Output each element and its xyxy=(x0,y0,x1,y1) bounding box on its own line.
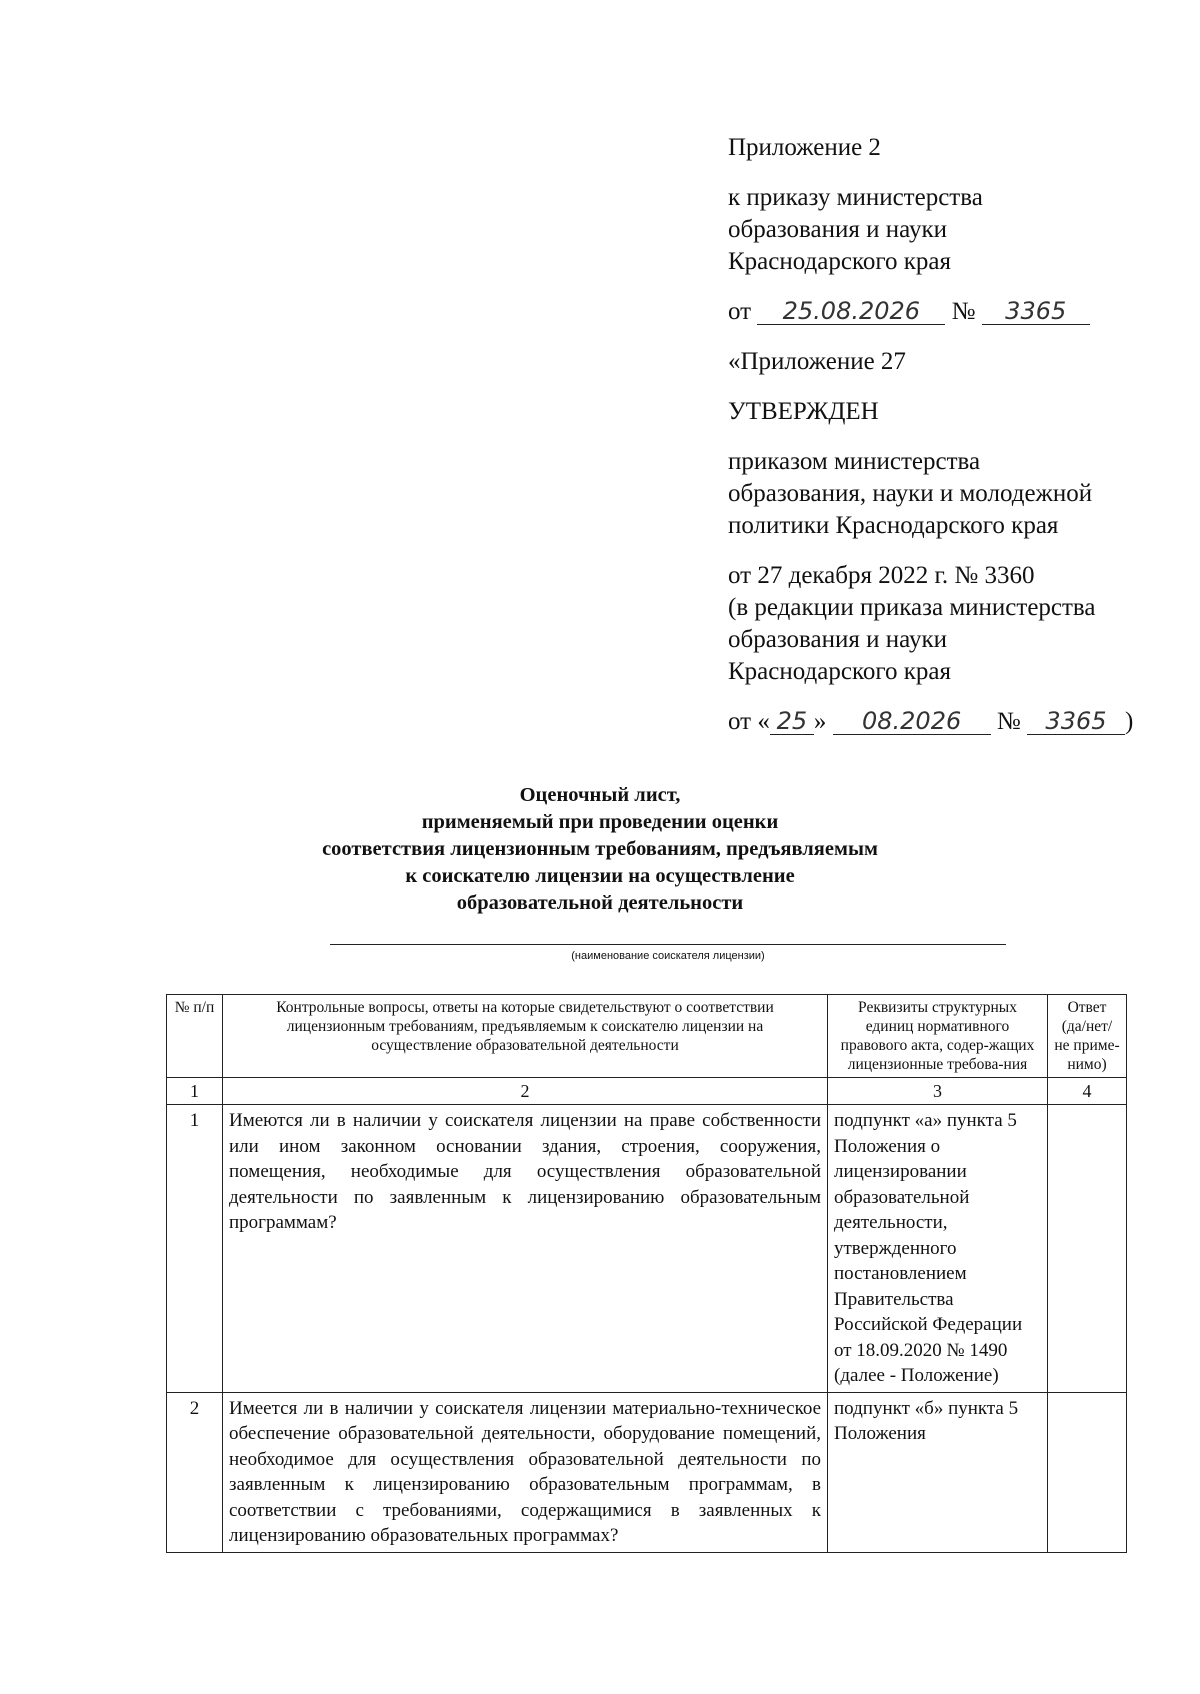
header-question: Контрольные вопросы, ответы на которые свидетельствуют о соответствии лицензионным требованиям, предъявляемым к соискателю лицензии на осуществление образовательной деятельности xyxy=(223,995,828,1078)
attachment-region: Краснодарского края xyxy=(728,248,951,275)
order-date-handwritten: 25.08.2026 xyxy=(757,298,945,325)
column-number: 1 xyxy=(167,1078,223,1105)
edition-prefix: от « xyxy=(728,708,770,735)
row-answer-cell[interactable] xyxy=(1048,1392,1127,1552)
approved-by-line3: политики Краснодарского края xyxy=(728,512,1059,539)
title-line4: к соискателю лицензии на осуществление xyxy=(405,865,795,887)
attachment-title: Приложение 2 xyxy=(728,134,881,161)
order-number-handwritten: 3365 xyxy=(982,298,1090,325)
column-number-row xyxy=(167,1078,1127,1105)
table-header-row xyxy=(167,995,1127,1078)
approved-stamp-text: УТВЕРЖДЕН xyxy=(728,398,879,425)
column-number: 3 xyxy=(828,1078,1048,1105)
edition-line3: Краснодарского края xyxy=(728,658,951,685)
attachment-ministry: образования и науки xyxy=(728,216,947,243)
edition-reference xyxy=(728,706,1168,738)
row-question: Имеются ли в наличии у соискателя лицензии на праве собственности или ином законном основании здания, строения, сооружения, помещения, необходимые для осуществления образовательной деятельности по заявленным к лицензированию образовательным программам? xyxy=(223,1105,828,1393)
row-answer-cell[interactable] xyxy=(1048,1105,1127,1393)
title-line1: Оценочный лист, xyxy=(519,784,681,806)
attachment-header xyxy=(728,132,1168,738)
row-number: 2 xyxy=(167,1392,223,1552)
applicant-name-line xyxy=(330,944,1006,945)
order-prefix: от xyxy=(728,298,752,325)
edition-line2: образования и науки xyxy=(728,626,947,653)
edition-number-handwritten: 3365 xyxy=(1027,708,1125,735)
document-title xyxy=(260,782,940,917)
approved-by-line1: приказом министерства xyxy=(728,448,981,475)
edition-day-handwritten: 25 xyxy=(770,708,814,735)
edition-close-paren: ) xyxy=(1124,708,1134,735)
row-number: 1 xyxy=(167,1105,223,1393)
header-requisites: Реквизиты структурных единиц нормативного правового акта, содер-жащих лицензионные требова-ния xyxy=(828,995,1048,1078)
assessment-table xyxy=(166,994,1127,1553)
edition-line1: (в редакции приказа министерства xyxy=(728,594,1096,621)
row-question: Имеется ли в наличии у соискателя лицензии материально-техническое обеспечение образовательной деятельности, оборудование помещений, необходимое для осуществления образовательной деятельности по заявленным к лицензированию образовательным программам, в соответствии с требованиями, содержащимися в заявленных к лицензированию образовательных программах? xyxy=(223,1392,828,1552)
edition-date-handwritten: 08.2026 xyxy=(833,708,991,735)
header-num: № п/п xyxy=(167,995,223,1078)
attachment-to-order: к приказу министерства xyxy=(728,184,983,211)
header-answer: Ответ (да/нет/ не приме-нимо) xyxy=(1048,995,1127,1078)
column-number: 4 xyxy=(1048,1078,1127,1105)
title-line3: соответствия лицензионным требованиям, предъявляемым xyxy=(322,838,878,860)
title-line5: образовательной деятельности xyxy=(456,892,744,914)
order-no-label: № xyxy=(951,298,976,325)
appendix-27: «Приложение 27 xyxy=(728,348,906,375)
order-reference xyxy=(728,296,1168,328)
original-order: от 27 декабря 2022 г. № 3360 xyxy=(728,562,1035,589)
row-requisites: подпункт «б» пункта 5 Положения xyxy=(828,1392,1048,1552)
column-number: 2 xyxy=(223,1078,828,1105)
row-requisites: подпункт «а» пункта 5 Положения о лицензировании образовательной деятельности, утвержденного постановлением Правительства Российской Федерации от 18.09.2020 № 1490 (далее - Положение) xyxy=(828,1105,1048,1393)
approved-by-line2: образования, науки и молодежной xyxy=(728,480,1093,507)
applicant-name-caption: (наименование соискателя лицензии) xyxy=(571,950,765,962)
table-row xyxy=(167,1392,1127,1552)
edition-no-label: № xyxy=(996,708,1021,735)
table-row xyxy=(167,1105,1127,1393)
title-line2: применяемый при проведении оценки xyxy=(421,811,779,833)
edition-quote: » xyxy=(813,708,827,735)
